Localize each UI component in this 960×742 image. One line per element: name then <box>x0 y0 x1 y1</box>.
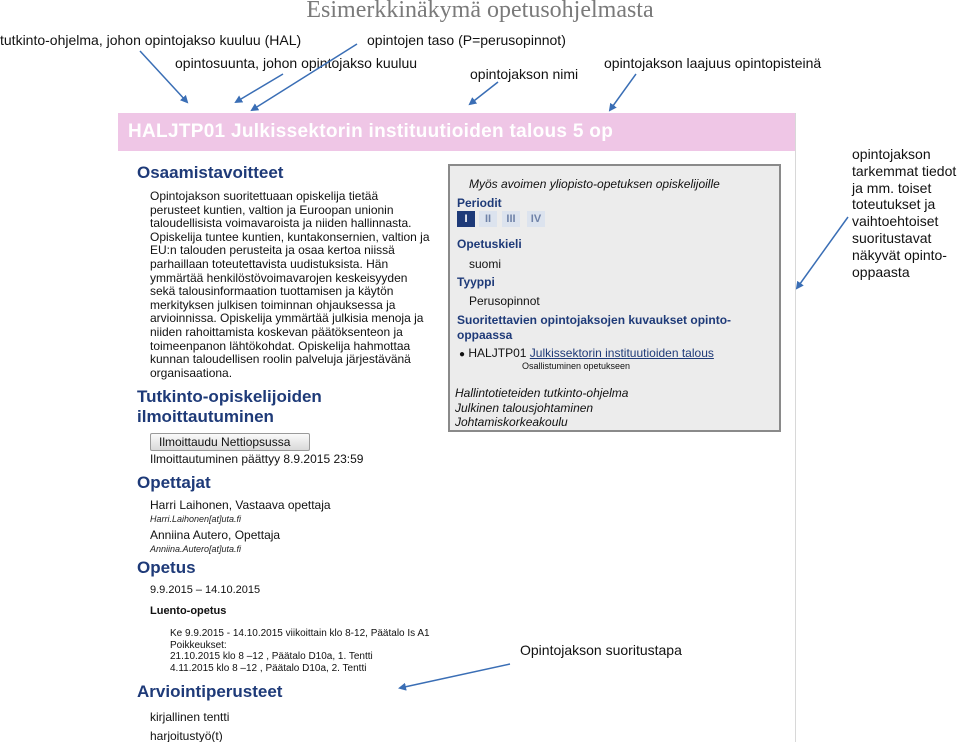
description-item <box>459 346 714 360</box>
teacher-2: Anniina Autero, Opettaja Anniina.Autero[at]uta.fi <box>150 529 280 556</box>
bullet: ● <box>459 349 466 360</box>
period-4: IV <box>527 211 545 227</box>
description-code: HALJTP01 <box>468 346 527 360</box>
teachers-heading: Opettajat <box>137 473 211 492</box>
lecture-label: Luento-opetus <box>150 605 227 617</box>
period-1: I <box>457 211 475 227</box>
teacher-1-email: Harri.Laihonen[at]uta.fi <box>150 513 242 524</box>
lecture-schedule: Ke 9.9.2015 - 14.10.2015 viikoittain klo 8-12, Päätalo Is A1 Poikkeukset: 21.10.2015 klo 8 –12 , Päätalo D10a, 1. Tentti 4.11.2015 klo 8 –12 , Päätalo D10a, 2. Tentti <box>170 628 430 674</box>
period-3: III <box>502 211 520 227</box>
register-button[interactable]: Ilmoittaudu Nettiopsussa <box>150 433 310 451</box>
teaching-dates: 9.9.2015 – 14.10.2015 <box>150 584 261 596</box>
assessment-list: kirjallinen tentti harjoitustyö(t) <box>150 710 230 742</box>
arrow-course-level <box>252 44 357 110</box>
organisation-lines: Hallintotieteiden tutkinto-ohjelma Julkinen talousjohtaminen Johtamiskorkeakoulu <box>455 386 629 429</box>
periods-heading: Periodit <box>457 196 502 210</box>
course-header <box>118 113 795 151</box>
arrow-study-track <box>236 74 283 102</box>
annotation-details: opintojakson tarkemmat tiedot ja mm. toiset toteutukset ja vaihtoehtoiset suoritustavat näkyvät opinto- oppaasta <box>852 146 957 280</box>
teaching-heading: Opetus <box>137 558 196 577</box>
type-value: Perusopinnot <box>469 294 540 308</box>
teacher-1: Harri Laihonen, Vastaava opettaja Harri.Laihonen[at]uta.fi <box>150 499 331 526</box>
registration-heading: Tutkinto-opiskelijoiden ilmoittautuminen <box>137 387 322 426</box>
annotation-completion-method: Opintojakson suoritustapa <box>520 642 682 658</box>
annotation-course-name: opintojakson nimi <box>470 66 579 82</box>
annotation-study-track: opintosuunta, johon opintojakso kuuluu <box>175 55 418 71</box>
period-2: II <box>479 211 497 227</box>
description-subtitle: Osallistuminen opetukseen <box>522 361 631 371</box>
annotation-course-level: opintojen taso (P=perusopinnot) <box>367 32 566 48</box>
goals-text: Opintojakson suoritettuaan opiskelija tietää perusteet kuntien, valtion ja Euroopan unionin taloudellisista voimavaroista ja niiden hallinnasta. Opiskelija tuntee kuntien, kuntakonsernien, valtion ja EU:n talouden perusteita ja osaa kertoa niissä parhaillaan toteutettavista uudistuksista. Hän ymmärtää henkilöstövoimavarojen keskeisyyden sekä talousinformaation tuottamisen ja käytön merkityksen julkisen toiminnan ohjauksessa ja arvioinnissa. Opiskelija ymmärtää julkisia menoja ja niiden rahoittamista koskevan päätöksenteon ja toimeenpanon lähtökohdat. Opiskelija hahmottaa kunnan taloudellisen roolin palveluja järjestävänä organisaationa. <box>150 189 430 380</box>
goals-heading: Osaamistavoitteet <box>137 163 284 182</box>
language-value: suomi <box>469 257 502 271</box>
arrow-course-name <box>470 82 498 104</box>
annotation-course-scope: opintojakson laajuus opintopisteinä <box>604 55 822 71</box>
registration-ended: Ilmoittautuminen päättyy 8.9.2015 23:59 <box>150 452 364 466</box>
course-info-panel <box>448 164 781 432</box>
description-link[interactable]: Julkissektorin instituutioiden talous <box>529 346 714 360</box>
assessment-heading: Arviointiperusteet <box>137 682 283 701</box>
open-university-note: Myös avoimen yliopisto-opetuksen opiskelijoille <box>469 177 720 191</box>
course-page-screenshot <box>118 113 796 742</box>
annotation-degree-programme: tutkinto-ohjelma, johon opintojakso kuuluu (HAL) <box>0 32 302 48</box>
slide-title: Esimerkkinäkymä opetusohjelmasta <box>306 0 654 23</box>
language-heading: Opetuskieli <box>457 237 522 251</box>
type-heading: Tyyppi <box>457 275 495 289</box>
teacher-2-email: Anniina.Autero[at]uta.fi <box>150 543 242 554</box>
arrow-details <box>797 217 848 288</box>
course-title: HALJTP01 Julkissektorin instituutioiden talous 5 op <box>128 121 614 142</box>
arrow-course-scope <box>610 74 636 110</box>
descriptions-heading: Suoritettavien opintojaksojen kuvaukset opinto- oppaassa <box>457 313 732 342</box>
